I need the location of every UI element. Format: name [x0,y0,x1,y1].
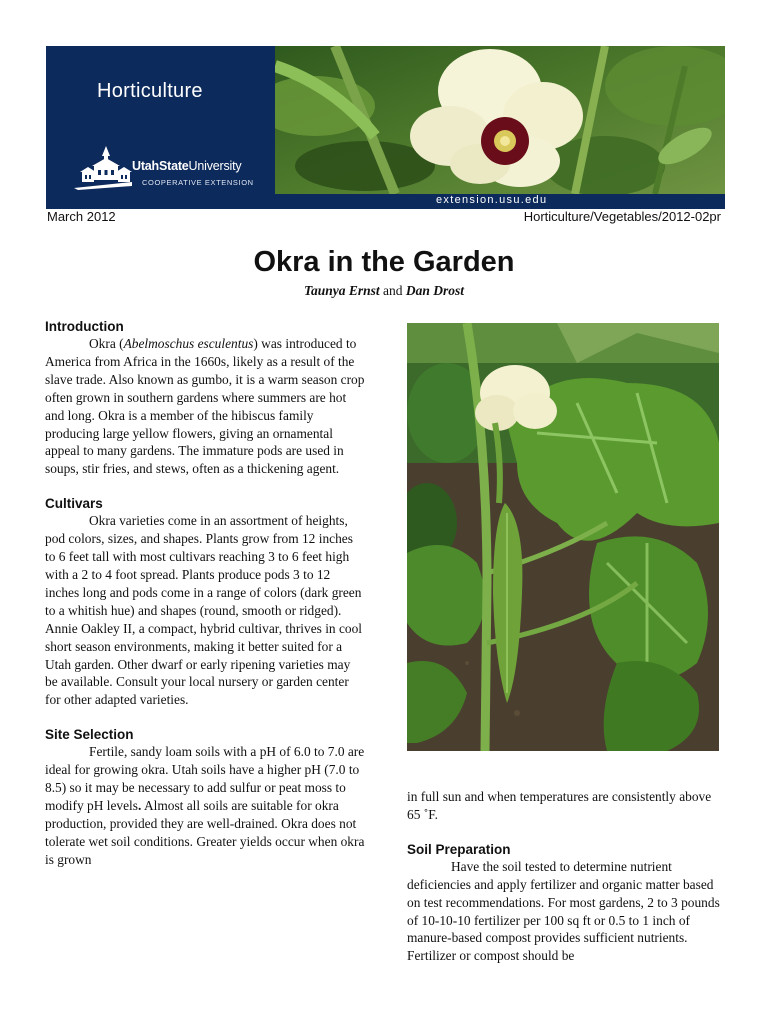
university-name: UtahStateUniversity [132,159,242,173]
site-selection-text: Fertile, sandy loam soils with a pH of 6.0 to 7.0 are ideal for growing okra. Utah soils have a higher pH (7.0 to 8.5) so it may be necessary to add sulfur or peat moss to modify pH levels. Almost all soils are suitable for okra production, provided they are well-drained. Okra does not tolerate wet soil conditions. Greater yields occur when okra is grown [45,744,365,867]
okra-flower-photo [275,46,725,194]
section-site-selection [45,726,365,868]
authors [0,283,768,299]
author-conjunction: and [383,283,403,298]
author-1: Taunya Ernst [303,283,380,298]
cultivars-heading: Cultivars [45,496,103,512]
section-soil-preparation [407,841,725,965]
soil-preparation-heading: Soil Preparation [407,841,511,857]
department-title: Horticulture [97,80,203,102]
section-cultivars [45,495,365,709]
publication-date: March 2012 [47,209,116,224]
soil-preparation-text: Have the soil tested to determine nutrient deficiencies and apply fertilizer and organic matter based on test recommendations. For most gardens, 2 to 3 pounds of 10-10-10 fertilizer per 100 sq ft or 0.5 to 1 inch of manure-based compost provides sufficient nutrients. Fertilizer or compost should be [407,858,720,964]
document-id: Horticulture/Vegetables/2012-02pr [523,209,721,224]
cultivars-text: Okra varieties come in an assortment of heights, pod colors, sizes, and shapes. Plants grow from 12 inches to 6 feet tall with most cultivars reaching 3 to 6 feet high with a 2 to 4 foot spread. Plants produce pods 3 to 12 inches long and pods come in a range of colors (dark green to a whitish hue) and shapes (round, smooth or ridged). Annie Oakley II, a compact, hybrid cultivar, thrives in cool short season environments, making it better suited for a Utah garden. Other dwarf or early ripening varieties may be available. Consult your local nursery or garden center for other adapted varieties. [45,513,363,708]
extension-url[interactable]: extension.usu.edu [436,194,548,206]
site-selection-heading: Site Selection [45,727,134,743]
left-column [45,318,365,886]
continued-text: in full sun and when temperatures are consistently above 65 ˚F. [407,789,712,822]
introduction-text: Okra (Abelmoschus esculentus) was introduced to America from Africa in the 1660s, likely as a result of the slave trade. Also known as gumbo, it is a warm season crop often grown in southern gardens where summers are hot and long. Okra is a member of the hibiscus family producing large yellow flowers, giving an ornamental appeal to many gardens. The immature pods are used in soups, stir fries, and stews, often as a thickening agent. [45,336,365,477]
right-column [407,788,725,982]
introduction-heading: Introduction [45,319,124,334]
page-title: Okra in the Garden [253,246,515,278]
section-introduction [45,318,365,478]
extension-label: COOPERATIVE EXTENSION [142,178,254,187]
author-2: Dan Drost [405,283,465,298]
okra-plant-photo [407,323,719,751]
species-name: Abelmoschus esculentus [123,336,254,351]
header-banner [46,46,725,209]
